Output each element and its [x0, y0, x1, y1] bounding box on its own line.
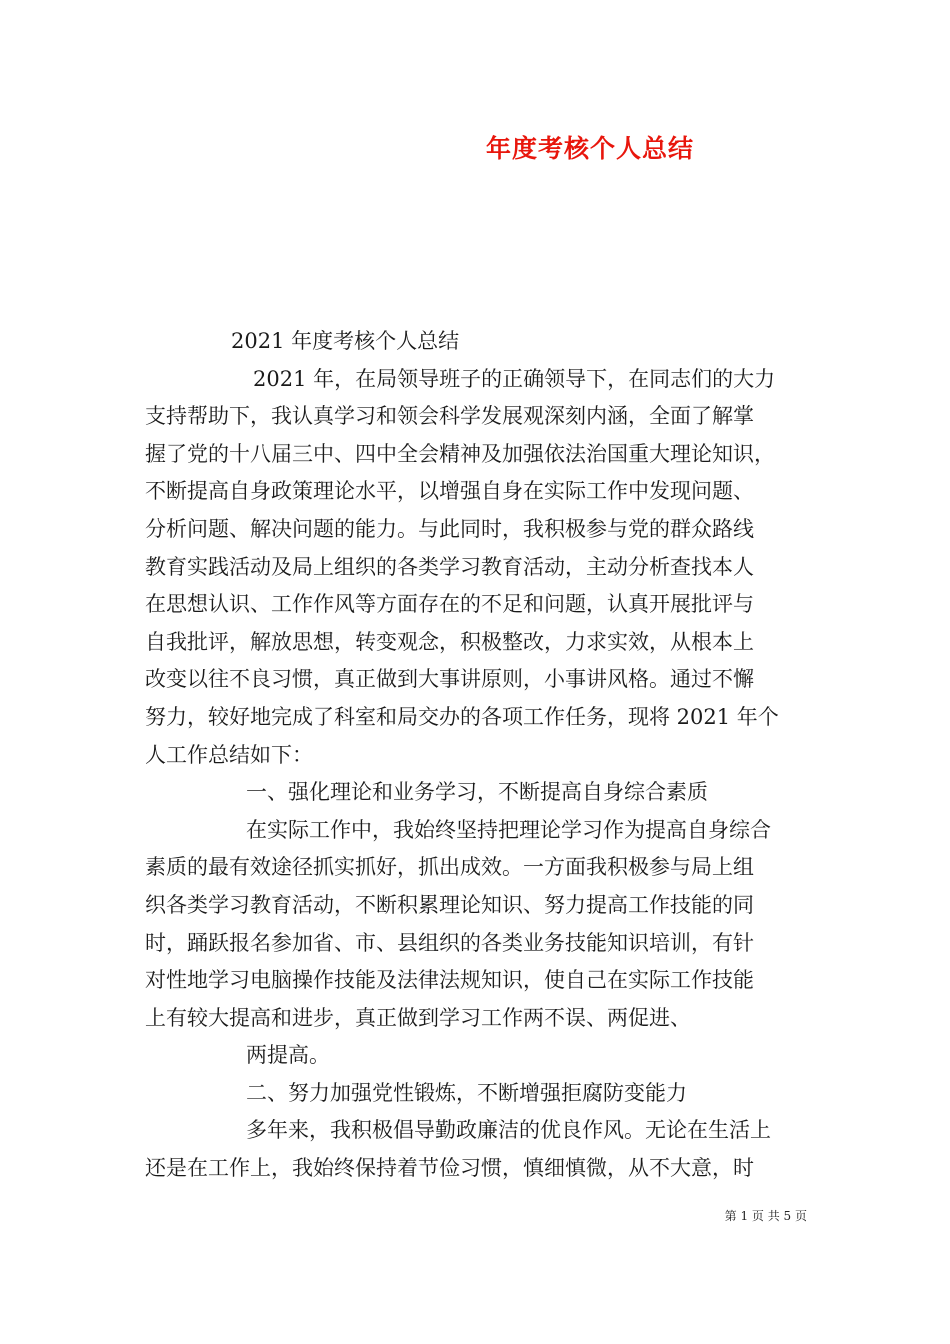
paragraph-line: 时，踊跃报名参加省、市、县组织的各类业务技能知识培训，有针: [145, 930, 754, 955]
paragraph-line: 在实际工作中，我始终坚持把理论学习作为提高自身综合: [246, 817, 771, 842]
paragraph-line: 教育实践活动及局上组织的各类学习教育活动，主动分析查找本人: [145, 554, 754, 579]
paragraph-line: 分析问题、解决问题的能力。与此同时，我积极参与党的群众路线: [145, 516, 754, 541]
subtitle-line: 2021 年度考核个人总结: [231, 329, 460, 353]
paragraph-line: 不断提高自身政策理论水平，以增强自身在实际工作中发现问题、: [145, 479, 754, 504]
document-body: [145, 323, 805, 1188]
page-footer: 第 1 页 共 5 页: [724, 1209, 807, 1223]
paragraph-line: 上有较大提高和进步，真正做到学习工作两不误、两促进、: [145, 1005, 691, 1030]
paragraph-line: 多年来，我积极倡导勤政廉洁的优良作风。无论在生活上: [246, 1118, 771, 1143]
paragraph-line: 支持帮助下，我认真学习和领会科学发展观深刻内涵，全面了解掌: [145, 404, 754, 429]
paragraph-line: 人工作总结如下：: [145, 742, 313, 767]
paragraph-line: 在思想认识、工作作风等方面存在的不足和问题，认真开展批评与: [145, 592, 754, 617]
paragraph-line: 两提高。: [246, 1043, 330, 1068]
paragraph-line: 2021 年，在局领导班子的正确领导下，在同志们的大力: [253, 366, 776, 391]
section-heading: 一、强化理论和业务学习，不断提高自身综合素质: [246, 780, 708, 805]
paragraph-line: 对性地学习电脑操作技能及法律法规知识，使自己在实际工作技能: [145, 968, 754, 993]
document-title: 年度考核个人总结: [485, 134, 694, 163]
paragraph-line: 改变以往不良习惯，真正做到大事讲原则，小事讲风格。通过不懈: [145, 667, 754, 692]
paragraph-line: 努力，较好地完成了科室和局交办的各项工作任务，现将 2021 年个: [145, 704, 779, 729]
paragraph-line: 握了党的十八届三中、四中全会精神及加强依法治国重大理论知识，: [145, 441, 775, 466]
paragraph-line: 自我批评，解放思想，转变观念，积极整改，力求实效，从根本上: [145, 629, 754, 654]
paragraph-line: 织各类学习教育活动，不断积累理论知识、努力提高工作技能的同: [145, 892, 754, 917]
paragraph-line: 素质的最有效途径抓实抓好，抓出成效。一方面我积极参与局上组: [145, 855, 754, 880]
section-heading: 二、努力加强党性锻炼，不断增强拒腐防变能力: [246, 1080, 687, 1105]
paragraph-line: 还是在工作上，我始终保持着节俭习惯，慎细慎微，从不大意，时: [145, 1156, 754, 1181]
